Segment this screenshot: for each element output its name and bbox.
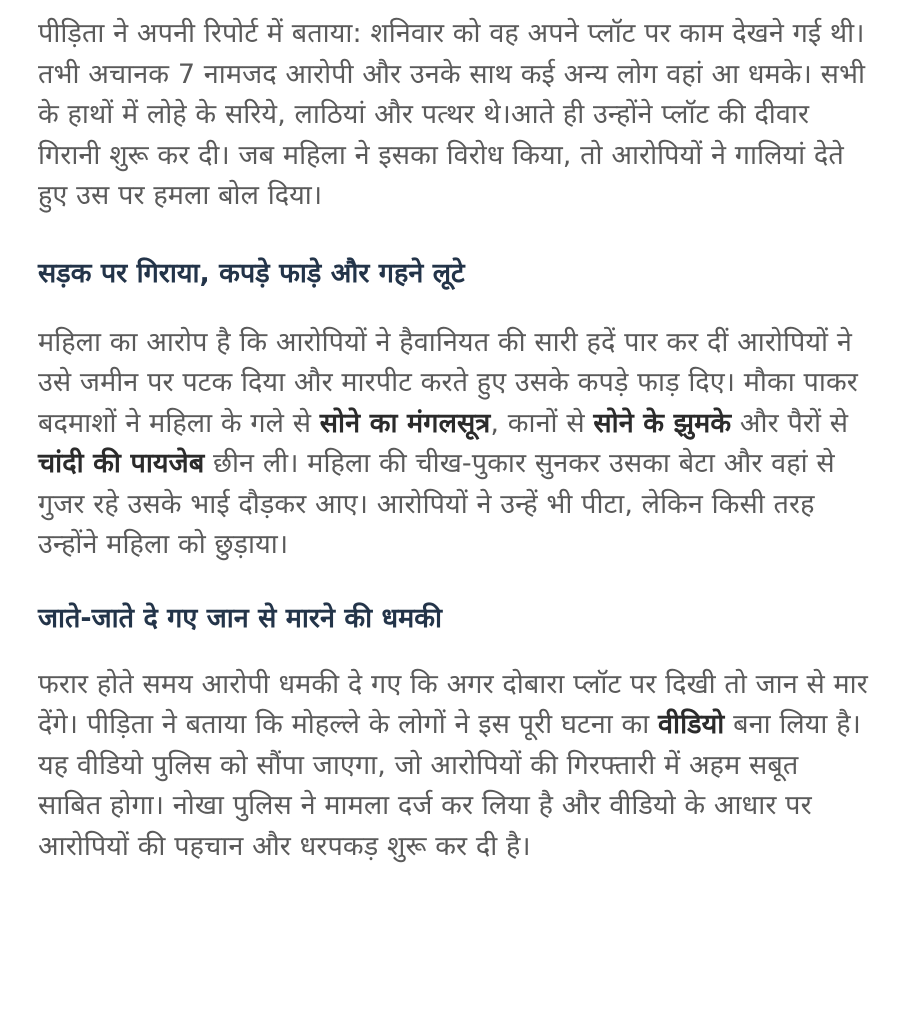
paragraph-text: , कानों से	[490, 407, 594, 439]
article-paragraph	[38, 14, 868, 217]
paragraph-text: बना लिया है। यह वीडियो पुलिस को सौंपा जाएगा, जो आरोपियों की गिरफ्तारी में अहम सबूत साबित होगा। नोखा पुलिस ने मामला दर्ज कर लिया है और वीडियो के आधार पर आरोपियों की पहचान और धरपकड़ शुरू कर दी है।	[38, 709, 861, 862]
article-body	[38, 14, 868, 867]
paragraph-text: पीड़िता ने अपनी रिपोर्ट में बताया: शनिवार को वह अपने प्लॉट पर काम देखने गई थी। तभी अचानक 7 नामजद आरोपी और उनके साथ कई अन्य लोग वहां आ धमके। सभी के हाथों में लोहे के सरिये, लाठियां और पत्थर थे।आते ही उन्होंने प्लॉट की दीवार गिरानी शुरू कर दी। जब महिला ने इसका विरोध किया, तो आरोपियों ने गालियां देते हुए उस पर हमला बोल दिया।	[38, 18, 866, 211]
article-paragraph	[38, 323, 868, 566]
bold-phrase: वीडियो	[658, 709, 725, 740]
paragraph-text: और पैरों से	[731, 407, 849, 439]
bold-phrase: चांदी की पायजेब	[38, 448, 205, 479]
article-paragraph	[38, 665, 868, 868]
paragraph-text: फरार होते समय आरोपी धमकी दे गए कि अगर दोबारा प्लॉट पर दिखी तो जान से मार देंगे। पीड़िता ने बताया कि मोहल्ले के लोगों ने इस पूरी घटना का	[38, 668, 868, 740]
section-heading: जाते-जाते दे गए जान से मारने की धमकी	[38, 602, 442, 634]
paragraph-text: महिला का आरोप है कि आरोपियों ने हैवानियत की सारी हदें पार कर दीं आरोपियों ने उसे जमीन पर पटक दिया और मारपीट करते हुए उसके कपड़े फाड़ दिए। मौका पाकर बदमाशों ने महिला के गले से	[38, 326, 858, 439]
bold-phrase: सोने के झुमके	[593, 407, 732, 439]
section-heading: सड़क पर गिराया, कपड़े फाड़े और गहने लूटे	[38, 257, 465, 289]
bold-phrase: सोने का मंगलसूत्र	[319, 407, 491, 439]
paragraph-text: छीन ली। महिला की चीख-पुकार सुनकर उसका बेटा और वहां से गुजर रहे उसके भाई दौड़कर आए। आरोपियों ने उन्हें भी पीटा, लेकिन किसी तरह उन्होंने महिला को छुड़ाया।	[38, 448, 835, 560]
